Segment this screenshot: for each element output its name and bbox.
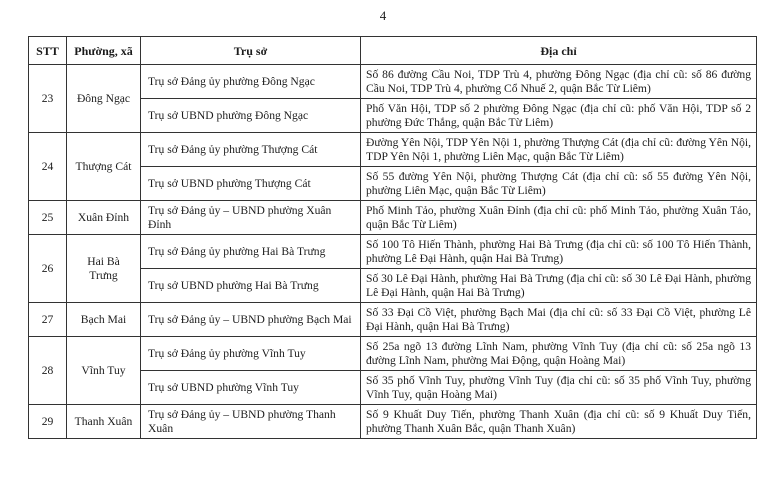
ward-cell: Xuân Đỉnh	[67, 201, 141, 235]
header-ward: Phường, xã	[67, 37, 141, 65]
ward-cell: Bạch Mai	[67, 303, 141, 337]
header-row	[29, 37, 757, 65]
address-cell: Phố Minh Tảo, phường Xuân Đỉnh (địa chỉ cũ: phố Minh Tảo, phường Xuân Tảo, quận Bắc Từ Liêm)	[361, 201, 757, 235]
address-cell: Số 35 phố Vĩnh Tuy, phường Vĩnh Tuy (địa chỉ cũ: số 35 phố Vĩnh Tuy, phường Vĩnh Tuy, quận Hoàng Mai)	[361, 371, 757, 405]
header-address: Địa chỉ	[361, 37, 757, 65]
table-row	[29, 235, 757, 269]
office-cell: Trụ sở UBND phường Thượng Cát	[141, 167, 361, 201]
stt-cell: 26	[29, 235, 67, 303]
ward-cell: Thanh Xuân	[67, 405, 141, 439]
ward-cell: Thượng Cát	[67, 133, 141, 201]
office-cell: Trụ sở Đảng ủy – UBND phường Bạch Mai	[141, 303, 361, 337]
address-cell: Số 33 Đại Cồ Việt, phường Bạch Mai (địa chỉ cũ: số 33 Đại Cồ Việt, phường Lê Đại Hành, quận Hai Bà Trưng)	[361, 303, 757, 337]
office-cell: Trụ sở UBND phường Hai Bà Trưng	[141, 269, 361, 303]
table-row	[29, 65, 757, 99]
office-cell: Trụ sở UBND phường Vĩnh Tuy	[141, 371, 361, 405]
address-cell: Số 86 đường Cầu Noi, TDP Trù 4, phường Đông Ngạc (địa chỉ cũ: số 86 đường Cầu Noi, TDP Trù 4, phường Cổ Nhuế 2, quận Bắc Từ Liêm)	[361, 65, 757, 99]
office-cell: Trụ sở Đảng ủy – UBND phường Thanh Xuân	[141, 405, 361, 439]
address-cell: Số 30 Lê Đại Hành, phường Hai Bà Trưng (địa chỉ cũ: số 30 Lê Đại Hành, phường Lê Đại Hành, quận Hai Bà Trưng)	[361, 269, 757, 303]
address-cell: Số 55 đường Yên Nội, phường Thượng Cát (địa chỉ cũ: số 55 đường Yên Nội, phường Liên Mạc, quận Bắc Từ Liêm)	[361, 167, 757, 201]
header-office: Trụ sở	[141, 37, 361, 65]
ward-cell: Vĩnh Tuy	[67, 337, 141, 405]
office-cell: Trụ sở UBND phường Đông Ngạc	[141, 99, 361, 133]
address-cell: Phố Văn Hội, TDP số 2 phường Đông Ngạc (địa chỉ cũ: phố Văn Hội, TDP số 2 phường Đức Thắng, quận Bắc Từ Liêm)	[361, 99, 757, 133]
table-row	[29, 405, 757, 439]
ward-cell: Hai Bà Trưng	[67, 235, 141, 303]
address-cell: Số 100 Tô Hiến Thành, phường Hai Bà Trưng (địa chỉ cũ: số 100 Tô Hiến Thành, phường Lê Đại Hành, quận Hai Bà Trưng)	[361, 235, 757, 269]
table-row	[29, 337, 757, 371]
stt-cell: 23	[29, 65, 67, 133]
office-cell: Trụ sở Đảng ủy phường Hai Bà Trưng	[141, 235, 361, 269]
table-row	[29, 133, 757, 167]
office-cell: Trụ sở Đảng ủy phường Đông Ngạc	[141, 65, 361, 99]
office-cell: Trụ sở Đảng ủy phường Thượng Cát	[141, 133, 361, 167]
stt-cell: 24	[29, 133, 67, 201]
page-number: 4	[379, 8, 387, 23]
table-row	[29, 201, 757, 235]
address-cell: Số 25a ngõ 13 đường Lĩnh Nam, phường Vĩnh Tuy (địa chỉ cũ: số 25a ngõ 13 đường Lĩnh Nam, phường Mai Động, quận Hoàng Mai)	[361, 337, 757, 371]
stt-cell: 25	[29, 201, 67, 235]
address-table	[28, 36, 757, 439]
address-cell: Đường Yên Nội, TDP Yên Nội 1, phường Thượng Cát (địa chỉ cũ: đường Yên Nội, TDP Yên Nội 1, phường Liên Mạc, quận Bắc Từ Liêm)	[361, 133, 757, 167]
stt-cell: 28	[29, 337, 67, 405]
table-row	[29, 303, 757, 337]
stt-cell: 29	[29, 405, 67, 439]
header-stt: STT	[29, 37, 67, 65]
address-cell: Số 9 Khuất Duy Tiến, phường Thanh Xuân (địa chỉ cũ: số 9 Khuất Duy Tiến, phường Thanh Xuân Bắc, quận Thanh Xuân)	[361, 405, 757, 439]
office-cell: Trụ sở Đảng ủy phường Vĩnh Tuy	[141, 337, 361, 371]
office-cell: Trụ sở Đảng ủy – UBND phường Xuân Đỉnh	[141, 201, 361, 235]
stt-cell: 27	[29, 303, 67, 337]
ward-cell: Đông Ngạc	[67, 65, 141, 133]
